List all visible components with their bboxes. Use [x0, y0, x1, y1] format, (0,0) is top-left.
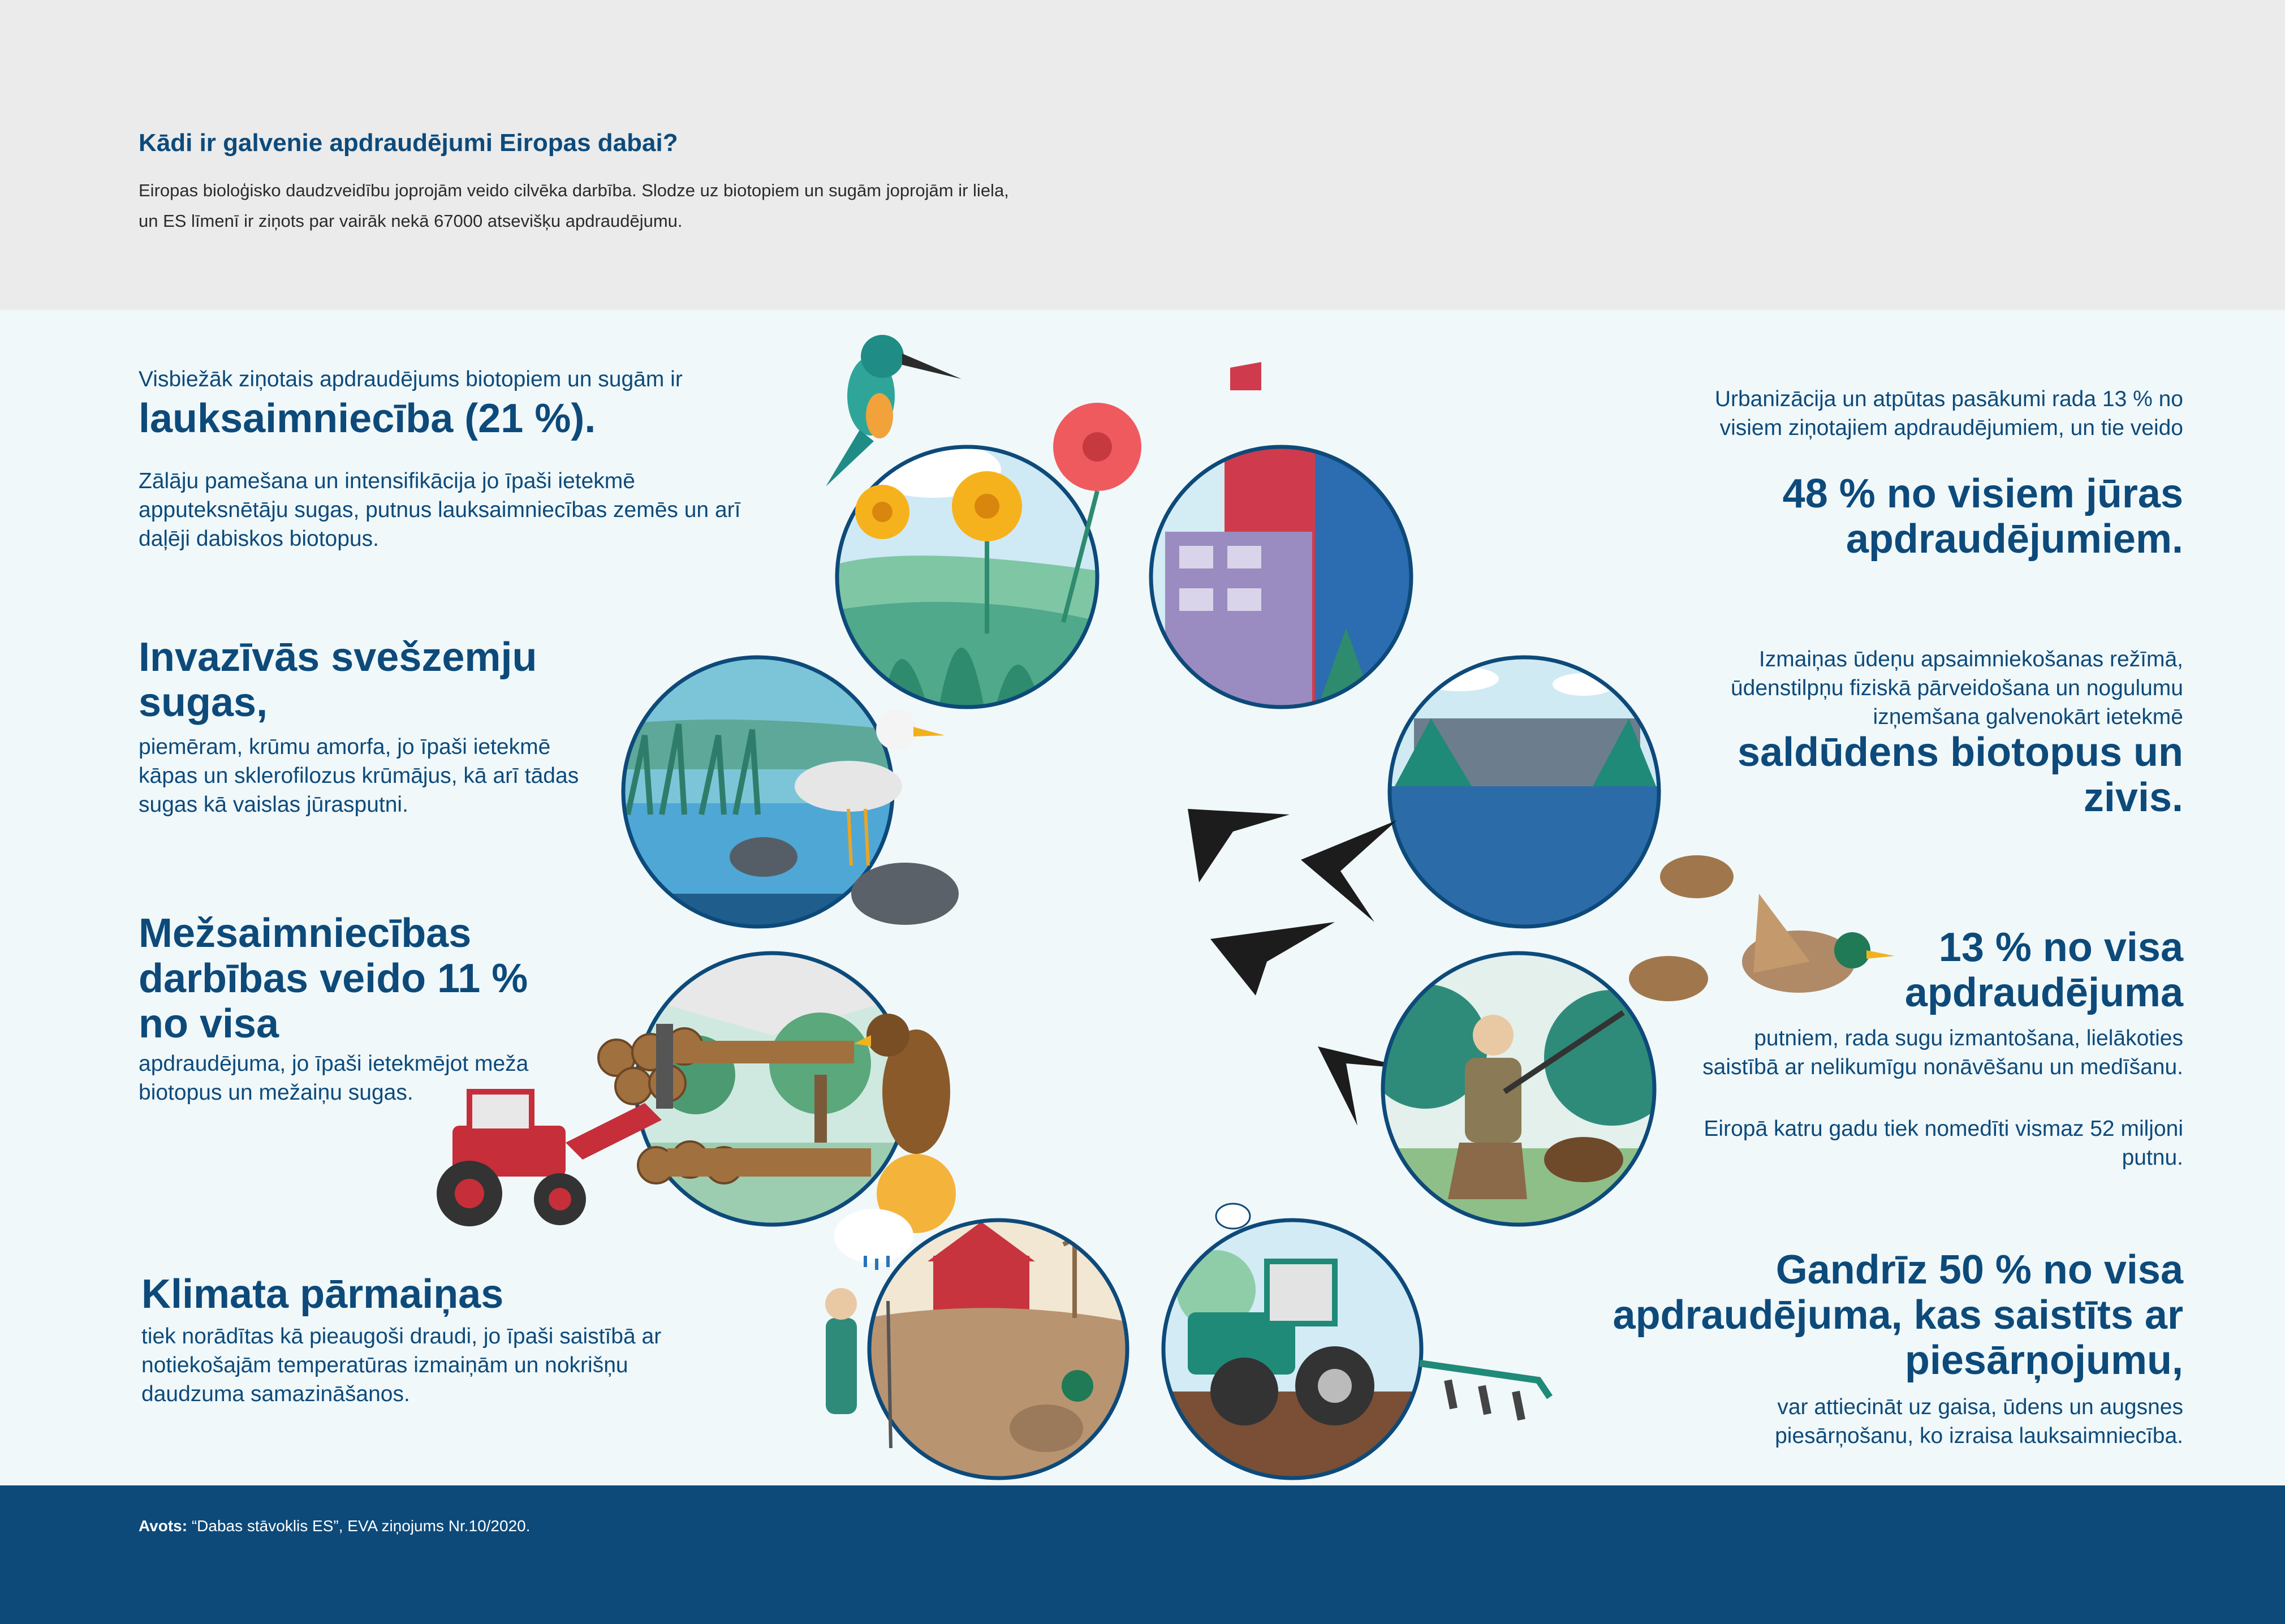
- agriculture-headline: lauksaimniecība (21 %).: [139, 396, 596, 441]
- page-title: Kādi ir galvenie apdraudējumi Eiropas dabai?: [139, 129, 678, 157]
- urban-headline: 48 % no visiem jūras apdraudējumiem.: [1782, 471, 2183, 562]
- page-intro: Eiropas bioloģisko daudzveidību joprojām veido cilvēka darbība. Slodze uz biotopiem un sugām joprojām ir liela, un ES līmenī ir ziņots par vairāk nekā 67000 atsevišķu apdraudējumu.: [139, 180, 1009, 231]
- hunting-illustration: [1363, 950, 1680, 1227]
- source-text: “Dabas stāvoklis ES”, EVA ziņojums Nr.10/2020.: [191, 1517, 531, 1535]
- climate-headline: Klimata pārmaiņas: [141, 1272, 504, 1317]
- pollution-tractor-illustration: [1159, 1204, 1550, 1488]
- birds-detail: putniem, rada sugu izmantošana, lielākoties saistībā ar nelikumīgu nonāvēšanu un medīšanu.: [1702, 1026, 2183, 1079]
- forestry-detail: apdraudējuma, jo īpaši ietekmējot meža biotopus un mežaiņu sugas.: [139, 1052, 529, 1105]
- agriculture-meadow-illustration: [831, 403, 1141, 713]
- invasive-headline: Invazīvās svešzemju sugas,: [139, 635, 537, 725]
- urban-lead: Urbanizācija un atpūtas pasākumi rada 13 % no visiem ziņotajiem apdraudējumiem, un tie veido: [1714, 387, 2183, 440]
- invasive-detail: piemēram, krūmu amorfa, jo īpaši ietekmē kāpas un sklerofilozus krūmājus, kā arī tādas sugas kā vaislas jūrasputni.: [139, 735, 579, 817]
- agriculture-detail: Zālāju pamešana un intensifikācija jo īpaši ietekmē apputeksnētāju sugas, putnus lauksaimniecības zemēs un arī daļēji dabiskos biotopus.: [139, 469, 741, 551]
- water-lead: Izmaiņas ūdeņu apsaimniekošanas režīmā, ūdenstilpņu fiziskā pārveidošana un nogulumu izņemšana galvenokārt ietekmē: [1730, 647, 2183, 729]
- birds-extra: Eiropā katru gadu tiek nomedīti vismaz 52 miljoni putnu.: [1704, 1117, 2183, 1170]
- climate-illustration: [825, 1154, 1137, 1488]
- source-note: [139, 1517, 531, 1535]
- invasive-species-lake-illustration: [622, 656, 959, 928]
- agriculture-lead: Visbiežāk ziņotais apdraudējums biotopiem un sugām ir: [139, 367, 683, 391]
- birds-headline: 13 % no visa apdraudējuma: [1904, 925, 2183, 1015]
- source-label: Avots:: [139, 1517, 188, 1535]
- forestry-illustration: [598, 950, 911, 1227]
- pollution-detail: var attiecināt uz gaisa, ūdens un augsnes piesārņošanu, ko izraisa lauksaimniecība.: [1775, 1395, 2183, 1448]
- forestry-headline: Mežsaimniecības darbības veido 11 % no visa: [139, 911, 528, 1046]
- water-dam-illustration: [1386, 656, 1663, 933]
- swallows-icon: [1188, 809, 1414, 1126]
- pollution-headline: Gandrīz 50 % no visa apdraudējuma, kas saistīts ar piesārņojumu,: [1613, 1247, 2183, 1383]
- climate-detail: tiek norādītas kā pieaugoši draudi, jo īpaši saistībā ar notiekošajām temperatūras izmaiņām un nokrišņu daudzuma samazināšanos.: [141, 1324, 662, 1406]
- urbanization-city-illustration: [1148, 362, 1422, 724]
- water-headline: saldūdens biotopus un zivis.: [1738, 730, 2183, 820]
